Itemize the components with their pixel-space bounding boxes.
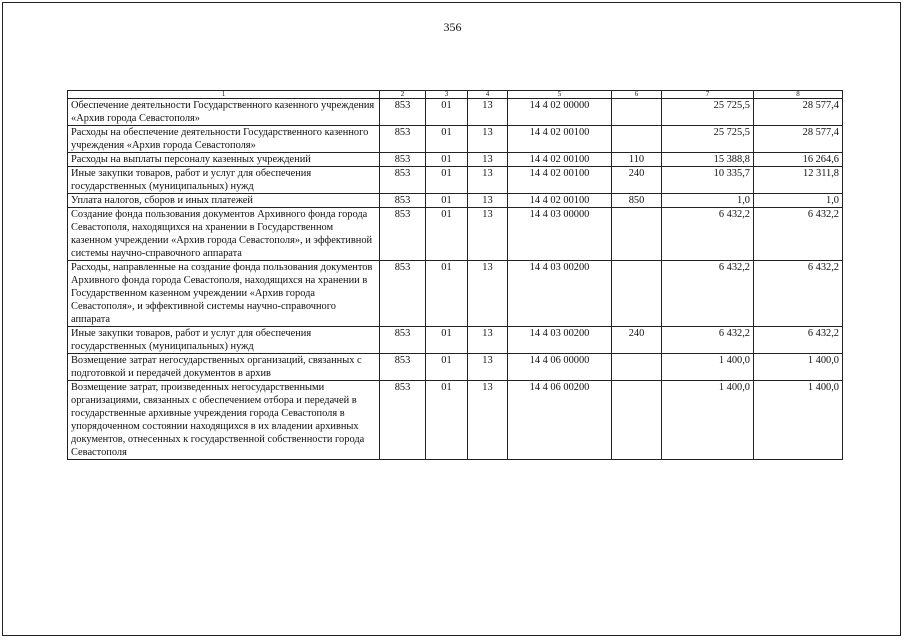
table-row [68,327,843,354]
ministry-code: 853 [380,167,426,194]
budget-table [67,90,843,460]
section-code: 01 [426,126,468,153]
expense-name: Возмещение затрат негосударственных организаций, связанных с подготовкой и передачей документов в архив [68,354,380,381]
subsection-code: 13 [468,126,508,153]
target-article-code: 14 4 06 00200 [508,381,612,460]
amount-year-2: 6 432,2 [754,261,843,327]
amount-year-2: 28 577,4 [754,126,843,153]
section-code: 01 [426,381,468,460]
section-code: 01 [426,194,468,208]
table-row [68,208,843,261]
amount-year-2: 1 400,0 [754,354,843,381]
column-header: 7 [662,91,754,99]
subsection-code: 13 [468,208,508,261]
column-header: 8 [754,91,843,99]
ministry-code: 853 [380,381,426,460]
target-article-code: 14 4 02 00100 [508,167,612,194]
expense-type-code: 850 [612,194,662,208]
column-header: 1 [68,91,380,99]
section-code: 01 [426,208,468,261]
expense-name: Расходы, направленные на создание фонда пользования документов Архивного фонда города Севастополя, находящихся на хранении в Государственном казенном учреждении «Архив города Севастополя», и эффективной системы научно-справочного аппарата [68,261,380,327]
table-row [68,261,843,327]
target-article-code: 14 4 02 00100 [508,194,612,208]
amount-year-2: 1 400,0 [754,381,843,460]
column-header: 6 [612,91,662,99]
amount-year-2: 6 432,2 [754,327,843,354]
expense-type-code [612,261,662,327]
ministry-code: 853 [380,261,426,327]
target-article-code: 14 4 02 00100 [508,153,612,167]
amount-year-1: 1,0 [662,194,754,208]
subsection-code: 13 [468,153,508,167]
subsection-code: 13 [468,354,508,381]
target-article-code: 14 4 03 00200 [508,261,612,327]
section-code: 01 [426,327,468,354]
amount-year-1: 6 432,2 [662,208,754,261]
target-article-code: 14 4 06 00000 [508,354,612,381]
amount-year-1: 25 725,5 [662,99,754,126]
amount-year-1: 25 725,5 [662,126,754,153]
expense-type-code: 110 [612,153,662,167]
subsection-code: 13 [468,261,508,327]
table-row [68,167,843,194]
table-row [68,354,843,381]
subsection-code: 13 [468,99,508,126]
amount-year-2: 12 311,8 [754,167,843,194]
section-code: 01 [426,261,468,327]
amount-year-1: 1 400,0 [662,381,754,460]
page-number: 356 [443,20,462,34]
amount-year-1: 6 432,2 [662,261,754,327]
section-code: 01 [426,167,468,194]
amount-year-1: 1 400,0 [662,354,754,381]
expense-type-code [612,99,662,126]
table-row [68,381,843,460]
subsection-code: 13 [468,381,508,460]
subsection-code: 13 [468,194,508,208]
amount-year-2: 28 577,4 [754,99,843,126]
amount-year-1: 15 388,8 [662,153,754,167]
expense-type-code: 240 [612,167,662,194]
amount-year-2: 16 264,6 [754,153,843,167]
expense-name: Расходы на обеспечение деятельности Государственного казенного учреждения «Архив города Севастополя» [68,126,380,153]
ministry-code: 853 [380,153,426,167]
section-code: 01 [426,153,468,167]
target-article-code: 14 4 02 00000 [508,99,612,126]
target-article-code: 14 4 02 00100 [508,126,612,153]
amount-year-2: 1,0 [754,194,843,208]
table-row [68,99,843,126]
column-header: 4 [468,91,508,99]
expense-type-code [612,126,662,153]
expense-name: Иные закупки товаров, работ и услуг для обеспечения государственных (муниципальных) нужд [68,327,380,354]
subsection-code: 13 [468,167,508,194]
table-row [68,194,843,208]
ministry-code: 853 [380,354,426,381]
amount-year-1: 6 432,2 [662,327,754,354]
ministry-code: 853 [380,194,426,208]
expense-type-code [612,381,662,460]
target-article-code: 14 4 03 00000 [508,208,612,261]
target-article-code: 14 4 03 00200 [508,327,612,354]
expense-name: Расходы на выплаты персоналу казенных учреждений [68,153,380,167]
amount-year-1: 10 335,7 [662,167,754,194]
section-code: 01 [426,99,468,126]
table-row [68,153,843,167]
expense-type-code [612,354,662,381]
ministry-code: 853 [380,126,426,153]
column-header: 2 [380,91,426,99]
expense-name: Уплата налогов, сборов и иных платежей [68,194,380,208]
expense-name: Обеспечение деятельности Государственного казенного учреждения «Архив города Севастополя» [68,99,380,126]
ministry-code: 853 [380,327,426,354]
expense-name: Иные закупки товаров, работ и услуг для обеспечения государственных (муниципальных) нужд [68,167,380,194]
column-header: 3 [426,91,468,99]
expense-type-code [612,208,662,261]
expense-name: Возмещение затрат, произведенных негосударственными организациями, связанных с обеспечением отбора и передачей в государственные архивные учреждения города Севастополя в упорядоченном состоянии находящихся в их владении архивных документов, отнесенных к государственной собственности города Севастополя [68,381,380,460]
table-row [68,126,843,153]
ministry-code: 853 [380,208,426,261]
column-header: 5 [508,91,612,99]
section-code: 01 [426,354,468,381]
subsection-code: 13 [468,327,508,354]
ministry-code: 853 [380,99,426,126]
table-header-row [68,91,843,99]
amount-year-2: 6 432,2 [754,208,843,261]
expense-type-code: 240 [612,327,662,354]
expense-name: Создание фонда пользования документов Архивного фонда города Севастополя, находящихся на хранении в Государственном казенном учреждении «Архив города Севастополя», и эффективной системы научно-справочного аппарата [68,208,380,261]
